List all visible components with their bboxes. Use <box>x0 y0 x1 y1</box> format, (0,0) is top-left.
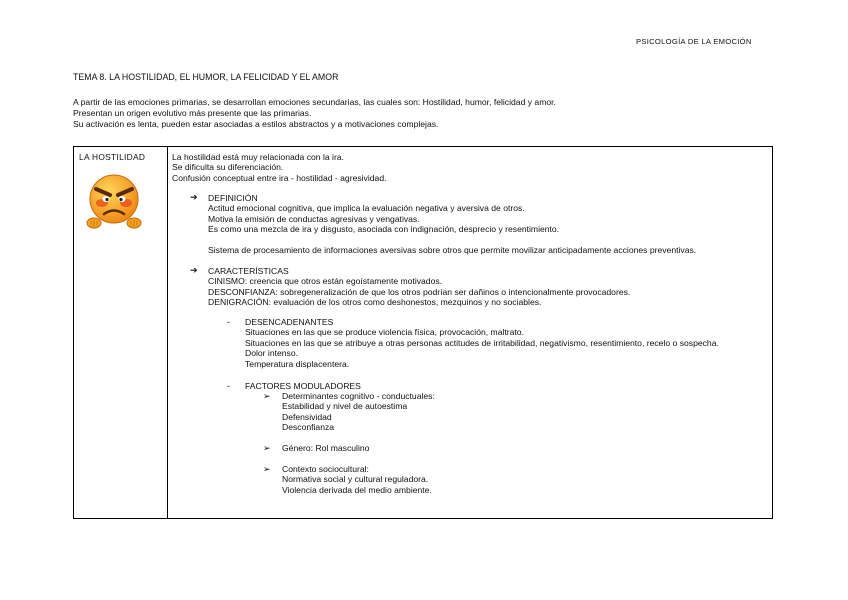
dash-bullet: - <box>227 317 230 327</box>
text-line: Motiva la emisión de conductas agresivas y vengativas. <box>208 213 420 224</box>
text-line: Desconfianza <box>282 422 335 433</box>
dash-bullet: - <box>227 381 230 391</box>
text-line: CINISMO: creencia que otros están egoístamente motivados. <box>208 276 443 287</box>
text-line: Actitud emocional cognitiva, que implica la evaluación negativa y aversiva de otros. <box>208 203 525 214</box>
cell-intro <box>172 152 387 183</box>
section-heading: DESENCADENANTES <box>245 317 334 327</box>
text-line: Se dificulta su diferenciación. <box>172 162 284 173</box>
text-line: Es como una mezcla de ira y disgusto, asociada con indignación, desprecio y resentimiento. <box>208 224 560 235</box>
text-line: Sistema de procesamiento de informaciones aversivas sobre otros que permite movilizar anticipadamente acciones preventivas. <box>208 244 697 255</box>
moduladores-group <box>282 391 435 433</box>
text-line: Confusión conceptual entre ira - hostilidad - agresividad. <box>172 172 387 183</box>
running-header: PSICOLOGÍA DE LA EMOCIÓN <box>636 37 752 46</box>
intro-line: Su activación es lenta, pueden estar asociadas a estilos abstractos y a motivaciones complejas. <box>73 119 439 129</box>
section-heading: CARACTERÍSTICAS <box>208 266 289 276</box>
text-line: DESCONFIANZA: sobregeneralización de que los otros podrían ser dañinos o intencionalmente provocadores. <box>208 286 631 297</box>
group-title: Determinantes cognitivo - conductuales: <box>282 391 435 401</box>
section-heading: FACTORES MODULADORES <box>245 381 361 391</box>
text-line: Normativa social y cultural reguladora. <box>282 474 429 485</box>
moduladores-heading <box>245 381 361 391</box>
text-line: La hostilidad está muy relacionada con la ira. <box>172 152 344 162</box>
intro-line: A partir de las emociones primarias, se desarrollan emociones secundarias, las cuales son: Hostilidad, humor, felicidad y amor. <box>73 97 556 107</box>
text-line: DENIGRACIÓN: evaluación de los otros como deshonestos, mezquinos y no sociables. <box>208 297 542 308</box>
arrowhead-bullet-icon: ➢ <box>263 464 271 474</box>
arrowhead-bullet-icon: ➢ <box>263 443 271 453</box>
row-label: LA HOSTILIDAD <box>79 152 146 162</box>
section-heading: DEFINICIÓN <box>208 193 258 203</box>
text-line: Estabilidad y nivel de autoestima <box>282 401 408 412</box>
document-title: TEMA 8. LA HOSTILIDAD, EL HUMOR, LA FELICIDAD Y EL AMOR <box>73 72 339 82</box>
desencadenantes-section <box>245 317 719 369</box>
angry-face-icon <box>82 169 146 235</box>
content-table <box>73 146 773 519</box>
column-divider <box>167 147 168 518</box>
arrow-bullet-icon: ➔ <box>190 192 198 202</box>
group-title: Contexto sociocultural: <box>282 464 369 474</box>
intro-line: Presentan un origen evolutivo más presente que las primarias. <box>73 108 312 118</box>
text-line: Situaciones en las que se atribuye a otras personas actitudes de irritabilidad, negativismo, resentimiento, recelo o sospecha. <box>245 337 719 348</box>
moduladores-group <box>282 443 369 453</box>
text-line: Dolor intenso. <box>245 348 299 359</box>
group-title: Género: Rol masculino <box>282 443 370 453</box>
arrowhead-bullet-icon: ➢ <box>263 391 271 401</box>
text-line: Violencia derivada del medio ambiente. <box>282 484 432 495</box>
text-line: Situaciones en las que se produce violencia física, provocación, maltrato. <box>245 327 524 338</box>
definicion-section <box>208 193 696 255</box>
text-line: Defensividad <box>282 411 332 422</box>
moduladores-group <box>282 464 432 495</box>
text-line: Temperatura displacentera. <box>245 358 350 369</box>
caracteristicas-section <box>208 266 630 308</box>
arrow-bullet-icon: ➔ <box>190 265 198 275</box>
